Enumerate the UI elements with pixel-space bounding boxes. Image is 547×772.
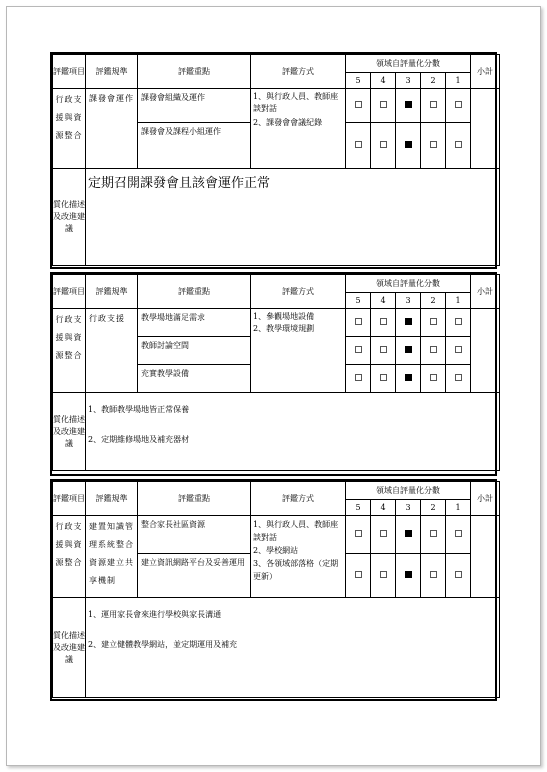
header-method: 評鑑方式 [251, 55, 346, 89]
focus-item: 課發會及課程小組運作 [138, 123, 251, 169]
category-label: 行政支援與資源整合 [53, 89, 86, 169]
rating-checkbox-1[interactable] [455, 318, 462, 325]
rating-checkbox-3-checked[interactable] [405, 318, 412, 325]
header-item: 評鑑項目 [53, 275, 86, 309]
rating-checkbox-2[interactable] [430, 530, 437, 537]
rating-checkbox-5[interactable] [355, 530, 362, 537]
rating-checkbox-2[interactable] [430, 571, 437, 578]
focus-item: 建立資訊網路平台及妥善運用 [138, 554, 251, 598]
subtotal-cell [471, 89, 500, 169]
rating-checkbox-5[interactable] [355, 318, 362, 325]
score-5: 5 [346, 500, 371, 516]
rating-checkbox-4[interactable] [380, 374, 387, 381]
score-1: 1 [446, 73, 471, 89]
header-domain-score: 領域自評量化分數 [346, 482, 471, 500]
score-5: 5 [346, 293, 371, 309]
evaluation-section-1 [50, 52, 497, 269]
header-focus: 評鑑重點 [138, 55, 251, 89]
rating-checkbox-3-checked[interactable] [405, 530, 412, 537]
rating-checkbox-3-checked[interactable] [405, 101, 412, 108]
score-5: 5 [346, 73, 371, 89]
criteria-label: 行政支援 [86, 309, 138, 393]
rating-checkbox-5[interactable] [355, 374, 362, 381]
rating-checkbox-2[interactable] [430, 346, 437, 353]
header-domain-score: 領域自評量化分數 [346, 275, 471, 293]
rating-checkbox-3-checked[interactable] [405, 346, 412, 353]
subtotal-cell [471, 309, 500, 393]
score-4: 4 [371, 73, 396, 89]
header-criteria: 評鑑規準 [86, 482, 138, 516]
quality-description-label: 質化描述及改進建議 [53, 169, 86, 266]
score-4: 4 [371, 293, 396, 309]
header-criteria: 評鑑規準 [86, 275, 138, 309]
rating-checkbox-1[interactable] [455, 571, 462, 578]
score-4: 4 [371, 500, 396, 516]
score-1: 1 [446, 500, 471, 516]
rating-checkbox-2[interactable] [430, 141, 437, 148]
rating-checkbox-1[interactable] [455, 374, 462, 381]
header-method: 評鑑方式 [251, 275, 346, 309]
focus-item: 充實教學設備 [138, 365, 251, 393]
rating-checkbox-5[interactable] [355, 141, 362, 148]
rating-checkbox-2[interactable] [430, 318, 437, 325]
rating-checkbox-4[interactable] [380, 571, 387, 578]
rating-checkbox-3-checked[interactable] [405, 374, 412, 381]
rating-checkbox-4[interactable] [380, 141, 387, 148]
rating-checkbox-4[interactable] [380, 101, 387, 108]
focus-item: 課發會組織及運作 [138, 89, 251, 123]
method-text: 1、參觀場地設備 2、教學環境規劃 [251, 309, 346, 393]
evaluation-section-2 [50, 272, 497, 476]
score-2: 2 [421, 500, 446, 516]
method-text: 1、與行政人員、教師座談對話 2、課發會會議紀錄 [251, 89, 346, 169]
header-item: 評鑑項目 [53, 482, 86, 516]
rating-checkbox-4[interactable] [380, 530, 387, 537]
rating-checkbox-2[interactable] [430, 374, 437, 381]
score-1: 1 [446, 293, 471, 309]
rating-checkbox-1[interactable] [455, 141, 462, 148]
quality-description-label: 質化描述及改進建議 [53, 598, 86, 698]
score-3: 3 [396, 73, 421, 89]
criteria-label: 建置知識管理系統整合資源建立共享機制 [86, 516, 138, 598]
rating-checkbox-2[interactable] [430, 101, 437, 108]
header-method: 評鑑方式 [251, 482, 346, 516]
score-3: 3 [396, 293, 421, 309]
evaluation-section-3 [50, 479, 497, 701]
header-focus: 評鑑重點 [138, 275, 251, 309]
rating-checkbox-5[interactable] [355, 571, 362, 578]
rating-checkbox-4[interactable] [380, 346, 387, 353]
subtotal-cell [471, 516, 500, 598]
score-3: 3 [396, 500, 421, 516]
quality-description-label: 質化描述及改進建議 [53, 393, 86, 471]
focus-item: 教學場地滿足需求 [138, 309, 251, 337]
rating-checkbox-1[interactable] [455, 346, 462, 353]
rating-checkbox-3-checked[interactable] [405, 141, 412, 148]
rating-checkbox-5[interactable] [355, 101, 362, 108]
focus-item: 教師討論空間 [138, 337, 251, 365]
rating-checkbox-1[interactable] [455, 530, 462, 537]
header-subtotal: 小計 [471, 275, 500, 309]
focus-item: 整合家長社區資源 [138, 516, 251, 554]
header-focus: 評鑑重點 [138, 482, 251, 516]
quality-description: 定期召開課發會且該會運作正常 [86, 169, 500, 266]
quality-description: 1、教師教學場地皆正常保養 2、定期維修場地及補充器材 [86, 393, 500, 471]
rating-checkbox-5[interactable] [355, 346, 362, 353]
rating-checkbox-3-checked[interactable] [405, 571, 412, 578]
score-2: 2 [421, 73, 446, 89]
score-2: 2 [421, 293, 446, 309]
method-text: 1、與行政人員、教師座談對話 2、學校網站 3、各領域部落格（定期更新） [251, 516, 346, 598]
header-criteria: 評鑑規準 [86, 55, 138, 89]
quality-description: 1、運用家長會來進行學校與家長溝通 2、建立健體教學網站，並定期運用及補充 [86, 598, 500, 698]
rating-checkbox-4[interactable] [380, 318, 387, 325]
rating-checkbox-1[interactable] [455, 101, 462, 108]
criteria-label: 課發會運作 [86, 89, 138, 169]
category-label: 行政支援與資源整合 [53, 309, 86, 393]
header-item: 評鑑項目 [53, 55, 86, 89]
category-label: 行政支援與資源整合 [53, 516, 86, 598]
header-domain-score: 領域自評量化分數 [346, 55, 471, 73]
header-subtotal: 小計 [471, 482, 500, 516]
header-subtotal: 小計 [471, 55, 500, 89]
